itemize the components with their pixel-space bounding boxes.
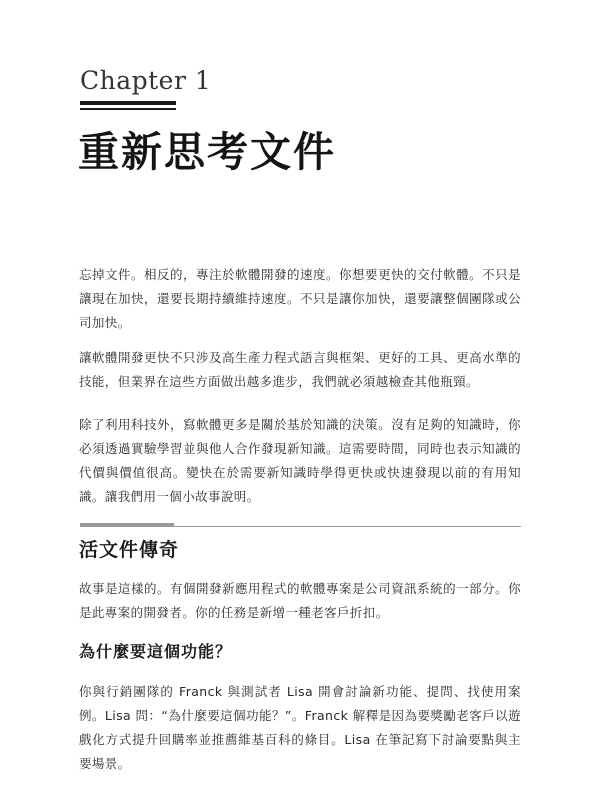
chapter-rule-thin <box>80 108 176 110</box>
intro-paragraph-1: 忘掉文件。相反的，專注於軟體開發的速度。你想要更快的交付軟體。不只是讓現在加快，還要長期持續維持速度。不只是讓你加快，還要讓整個團隊或公司加快。 <box>79 267 521 330</box>
chapter-label: Chapter 1 <box>80 66 212 95</box>
chapter-rule-thick <box>80 101 176 105</box>
section-divider-line <box>80 526 521 527</box>
section-heading: 活文件傳奇 <box>79 539 180 561</box>
section-paragraph: 故事是這樣的。有個開發新應用程式的軟體專案是公司資訊系統的一部分。你是此專案的開發者。你的任務是新增一種老客戶折扣。 <box>79 581 521 620</box>
intro-paragraph-2: 讓軟體開發更快不只涉及高生產力程式語言與框架、更好的工具、更高水準的技能，但業界在這些方面做出越多進步，我們就必須越檢查其他瓶頸。 <box>79 350 521 389</box>
intro-paragraph-3: 除了利用科技外，寫軟體更多是關於基於知識的決策。沒有足夠的知識時，你必須透過實驗學習並與他人合作發現新知識。這需要時間，同時也表示知識的代價與價值很高。變快在於需要新知識時學得更快或快速發現以前的有用知識。讓我們用一個小故事說明。 <box>79 417 521 504</box>
subsection-heading: 為什麼要這個功能？ <box>79 642 233 661</box>
chapter-title: 重新思考文件 <box>78 128 336 176</box>
subsection-paragraph: 你與行銷團隊的 Franck 與測試者 Lisa 開會討論新功能、提問、找使用案例。Lisa 問：“為什麼要這個功能？”。Franck 解釋是因為要獎勵老客戶以遊戲化方式提升回購率並推薦維基百科的條目。Lisa 在筆記寫下討論要點與主要場景。 <box>79 684 521 771</box>
